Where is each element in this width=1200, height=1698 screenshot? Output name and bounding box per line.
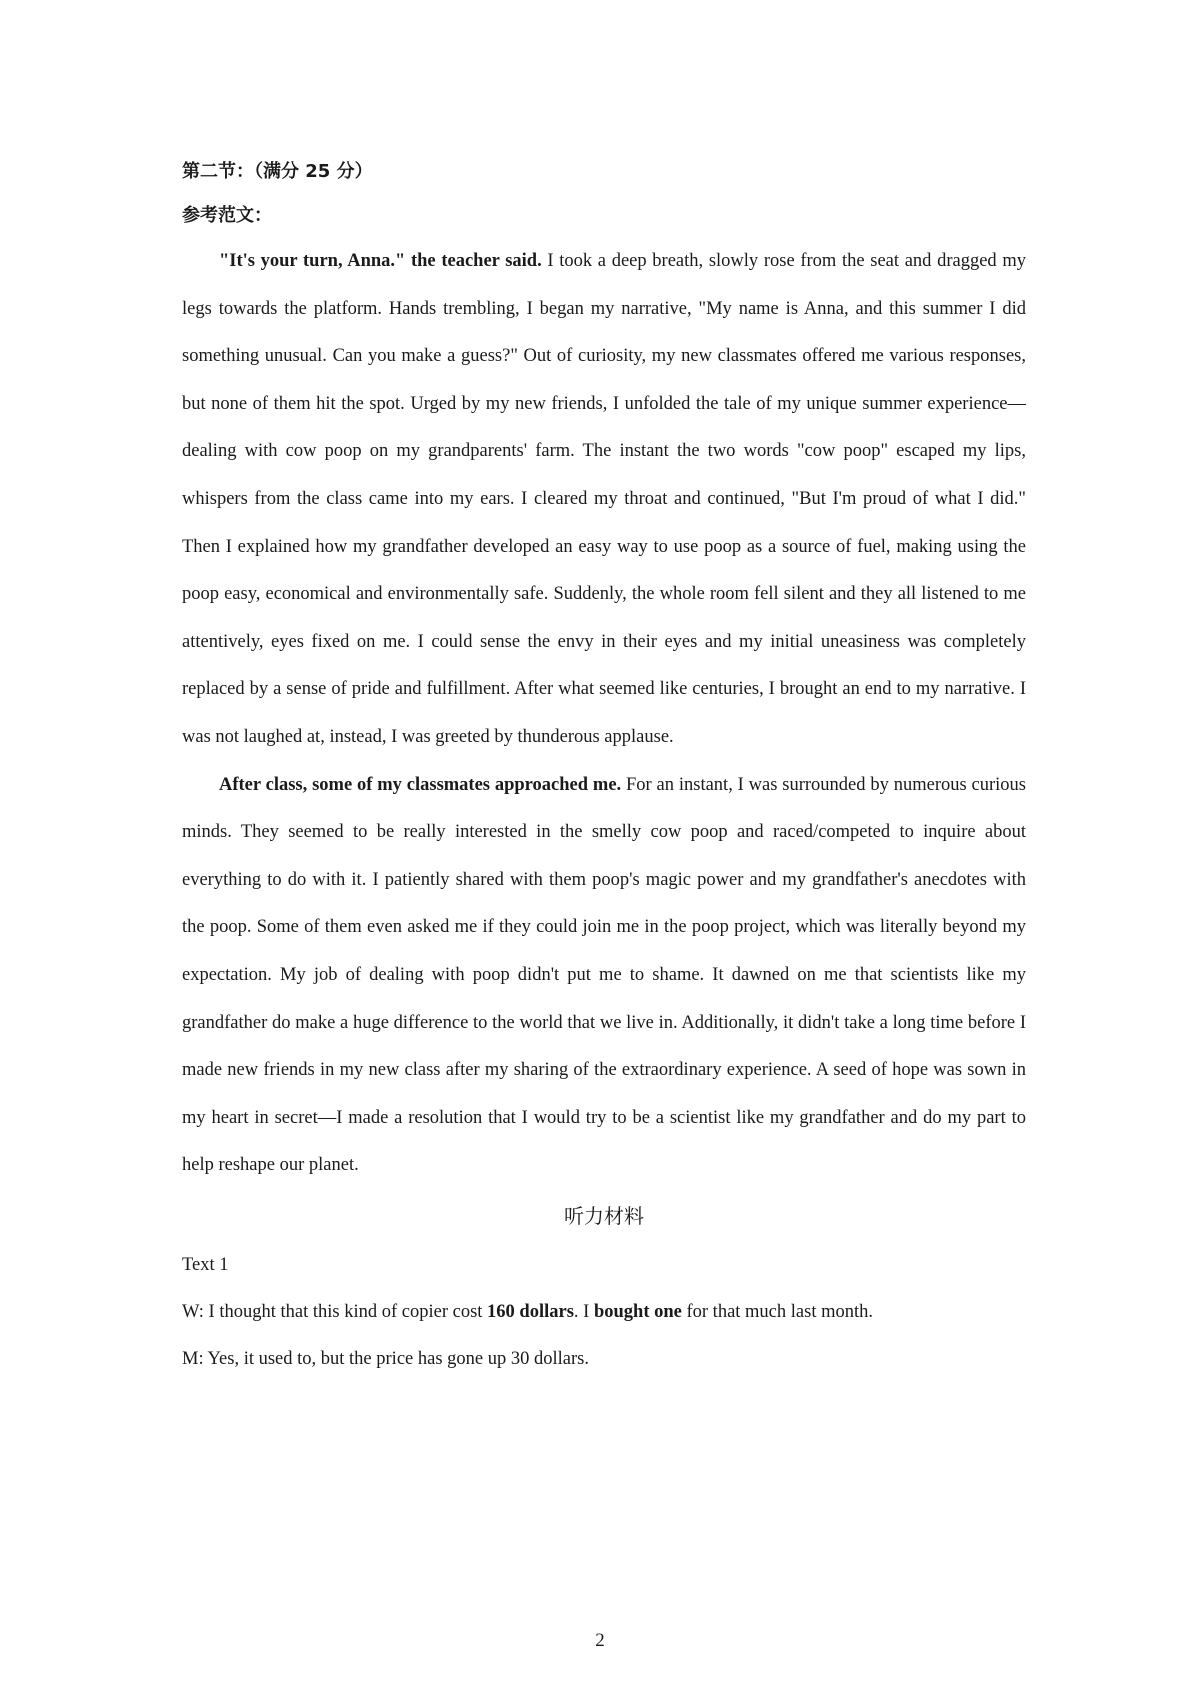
w-line-bold-price: 160 dollars [487, 1301, 574, 1322]
text-1-label: Text 1 [182, 1254, 229, 1275]
section-header: 第二节：（满分 25 分） [182, 161, 373, 182]
listening-material-title: 听力材料 [564, 1203, 644, 1228]
dialogue-line-m [182, 1336, 1026, 1383]
w-line-part2: . I [573, 1301, 594, 1322]
page-number: 2 [595, 1630, 605, 1651]
w-line-bold-bought: bought one [593, 1301, 682, 1322]
essay-paragraph-1 [182, 238, 1026, 762]
dialogue-line-w [182, 1289, 1026, 1336]
speaker-m: M: [182, 1348, 208, 1369]
essay-paragraph-2-lead: After class, some of my classmates approached me. [219, 774, 622, 795]
essay-paragraph-1-body: I took a deep breath, slowly rose from the seat and dragged my legs towards the platform. Hands trembling, I began my narrative, "My name is Anna, and this summer I did something unusual. Can you make a guess?" Out of curiosity, my new classmates offered me various responses, but none of them hit the spot. Urged by my new friends, I unfolded the tale of my unique summer experience—dealing with cow poop on my grandparents' farm. The instant the two words "cow poop" escaped my lips, whispers from the class came into my ears. I cleared my throat and continued, "But I'm proud of what I did." Then I explained how my grandfather developed an easy way to use poop as a source of fuel, making using the poop easy, economical and environmentally safe. Suddenly, the whole room fell silent and they all listened to me attentively, eyes fixed on me. I could sense the envy in their eyes and my initial uneasiness was completely replaced by a sense of pride and fulfillment. After what seemed like centuries, I brought an end to my narrative. I was not laughed at, instead, I was greeted by thunderous applause. [182, 251, 1026, 747]
page-content [182, 150, 1026, 1383]
speaker-w: W: [182, 1301, 209, 1322]
model-essay-label: 参考范文： [182, 205, 272, 226]
m-line-text: Yes, it used to, but the price has gone up 30 dollars. [207, 1348, 589, 1369]
w-line-part3: for that much last month. [681, 1301, 873, 1322]
w-line-part1: I thought that this kind of copier cost [208, 1301, 488, 1322]
essay-paragraph-1-lead: "It's your turn, Anna." the teacher said. [219, 251, 542, 271]
essay-paragraph-2 [182, 762, 1026, 1190]
essay-paragraph-2-body: For an instant, I was surrounded by numerous curious minds. They seemed to be really interested in the smelly cow poop and raced/competed to inquire about everything to do with it. I patiently shared with them poop's magic power and my grandfather's anecdotes with the poop. Some of them even asked me if they could join me in the poop project, which was literally beyond my expectation. My job of dealing with poop didn't put me to shame. It dawned on me that scientists like my grandfather do make a huge difference to the world that we live in. Additionally, it didn't take a long time before I made new friends in my new class after my sharing of the extraordinary experience. A seed of hope was sown in my heart in secret—I made a resolution that I would try to be a scientist like my grandfather and do my part to help reshape our planet. [182, 774, 1026, 1176]
